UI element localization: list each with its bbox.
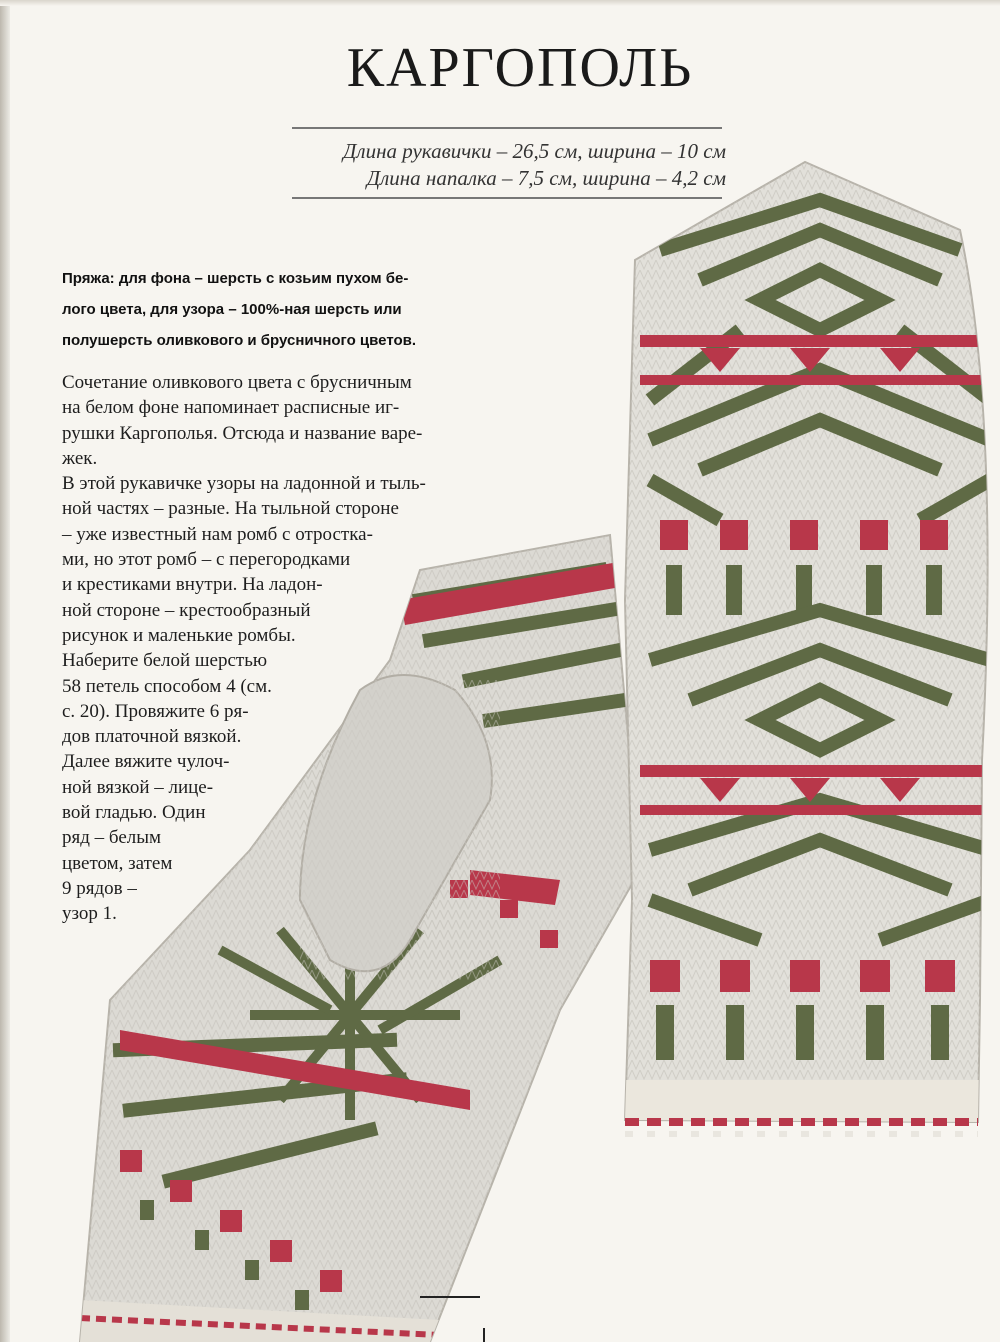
body-line: ряд – белым [62,827,162,849]
right-mitten [620,150,1000,1150]
body-line: с. 20). Провяжите 6 ря- [62,700,249,722]
body-line: жек. [62,447,98,469]
body-line: ми, но этот ромб – с перегородками [62,549,351,571]
body-line: цветом, затем [62,852,173,874]
body-line: рушки Каргополья. Отсюда и название варе- [62,422,423,444]
yarn-line: лого цвета, для узора – 100%-ная шерсть или [62,301,402,318]
body-line: В этой рукавичке узоры на ладонной и тыль- [62,473,426,495]
title-rule-top [292,127,722,129]
body-line: 58 петель способом 4 (см. [62,675,272,697]
body-line: на белом фоне напоминает расписные иг- [62,397,400,419]
body-line: ной стороне – крестообразный [62,599,311,621]
body-line: 9 рядов – [62,877,137,899]
body-line: Далее вяжите чулоч- [62,751,230,773]
dimension-line-thumb: Длина напалка – 7,5 см, ширина – 4,2 см [366,166,726,190]
body-line: дов платочной вязкой. [62,726,242,748]
body-line: вой гладью. Один [62,802,206,824]
dimensions-block [270,138,726,192]
body-line: и крестиками внутри. На ладон- [62,574,323,596]
body-line: ной частях – разные. На тыльной стороне [62,498,399,520]
yarn-line: полушерсть оливкового и брусничного цветов. [62,332,417,349]
body-line: узор 1. [62,903,117,925]
dimension-line-mitten: Длина рукавички – 26,5 см, ширина – 10 см [343,139,726,163]
title-rule-bottom [292,197,722,199]
body-line: – уже известный нам ромб с отростка- [62,523,373,545]
body-line: ной вязкой – лице- [62,776,214,798]
body-line: Наберите белой шерстью [62,650,268,672]
page-footer-mark [420,1296,480,1298]
yarn-paragraph [62,263,502,356]
yarn-line: Пряжа: для фона – шерсть с козьим пухом бе- [62,270,409,287]
body-line: рисунок и маленькие ромбы. [62,624,296,646]
page-title: КАРГОПОЛЬ [346,37,694,99]
description-paragraph [62,370,426,927]
page-footer-tick [483,1328,485,1342]
body-line: Сочетание оливкового цвета с брусничным [62,372,412,393]
